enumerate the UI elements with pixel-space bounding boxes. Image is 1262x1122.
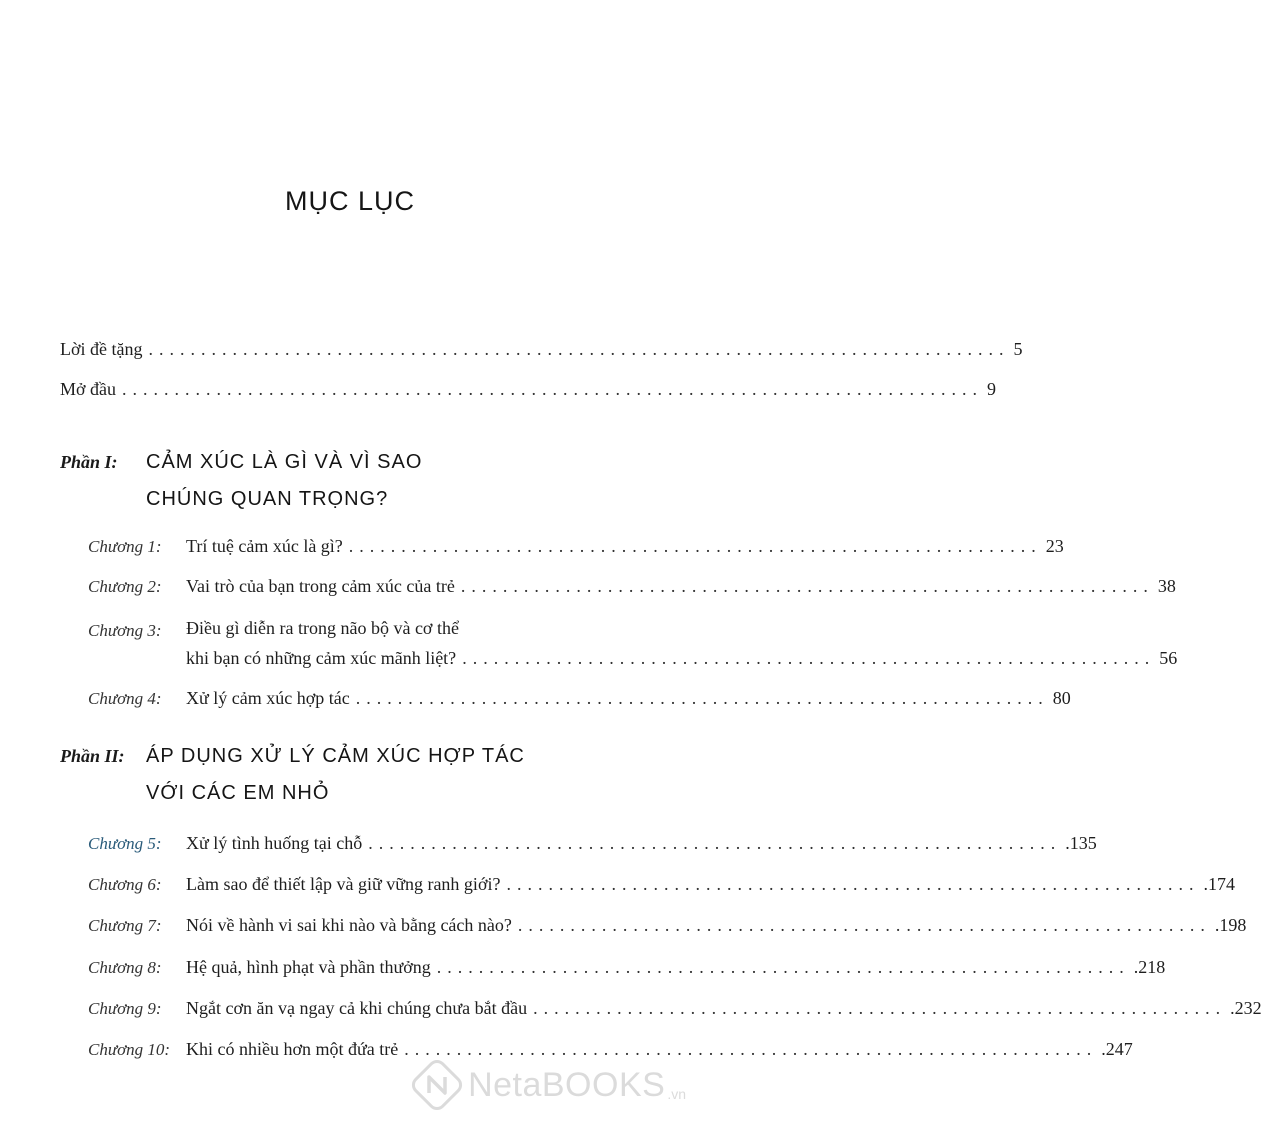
toc-entry-chapter-1[interactable] — [186, 535, 1064, 557]
chapter-1-tag: Chương 1: — [88, 537, 162, 556]
toc-entry-chapter-10[interactable] — [186, 1038, 1133, 1060]
toc-entry-page: .218 — [1133, 957, 1166, 977]
toc-entry-label: Lời đề tặng — [60, 339, 143, 359]
toc-entry-page: 5 — [1013, 339, 1023, 359]
watermark — [414, 1062, 686, 1108]
leader-dots: .................................................................. — [506, 874, 1200, 894]
leader-dots: .................................................................. — [462, 648, 1156, 668]
toc-entry-label: Khi có nhiều hơn một đứa trẻ — [186, 1039, 399, 1059]
netabooks-logo-icon — [414, 1062, 460, 1108]
page-title: MỤC LỤC — [284, 186, 415, 216]
toc-entry-chapter-7[interactable] — [186, 914, 1247, 936]
toc-entry-page: 9 — [987, 379, 997, 399]
toc-entry-page: 56 — [1159, 648, 1178, 668]
toc-entry-label: Mở đầu — [60, 379, 117, 399]
leader-dots: .................................................................. — [404, 1039, 1098, 1059]
toc-entry-chapter-3-line-1[interactable]: Điều gì diễn ra trong não bộ và cơ thể — [186, 618, 459, 638]
chapter-10-tag: Chương 10: — [88, 1040, 171, 1059]
part-2-title-line-2: VỚI CÁC EM NHỎ — [146, 782, 330, 804]
toc-entry-label: Xử lý tình huống tại chỗ — [186, 833, 363, 853]
toc-entry-page: 38 — [1157, 576, 1176, 596]
part-1-title-line-2: CHÚNG QUAN TRỌNG? — [146, 488, 389, 510]
part-1-title-line-1: CẢM XÚC LÀ GÌ VÀ VÌ SAO — [146, 451, 423, 473]
toc-entry-page: 23 — [1045, 536, 1064, 556]
toc-entry-label: Trí tuệ cảm xúc là gì? — [186, 536, 343, 556]
chapter-4-tag: Chương 4: — [88, 689, 162, 708]
toc-entry-label: khi bạn có những cảm xúc mãnh liệt? — [186, 648, 457, 668]
leader-dots: .................................................................. — [355, 688, 1049, 708]
toc-entry-introduction[interactable] — [60, 378, 997, 400]
toc-entry-page: 80 — [1052, 688, 1071, 708]
toc-entry-chapter-5[interactable] — [186, 832, 1097, 854]
toc-entry-page: .232 — [1230, 998, 1262, 1018]
toc-entry-label: Vai trò của bạn trong cảm xúc của trẻ — [186, 576, 455, 596]
toc-entry-chapter-2[interactable] — [186, 575, 1176, 597]
toc-entry-label: Nói về hành vi sai khi nào và bằng cách nào? — [186, 915, 512, 935]
toc-entry-chapter-4[interactable] — [186, 687, 1071, 709]
chapter-5-tag: Chương 5: — [88, 834, 162, 853]
toc-entry-label: Ngắt cơn ăn vạ ngay cả khi chúng chưa bắt đầu — [186, 998, 528, 1018]
leader-dots: .................................................................................. — [122, 379, 984, 399]
leader-dots: .................................................................. — [368, 833, 1062, 853]
leader-dots: .................................................................. — [436, 957, 1130, 977]
part-2-tag: Phần II: — [60, 746, 125, 766]
part-1-tag: Phần I: — [60, 452, 118, 472]
chapter-9-tag: Chương 9: — [88, 999, 162, 1018]
toc-entry-chapter-3[interactable] — [186, 647, 1178, 669]
leader-dots: .................................................................. — [533, 998, 1227, 1018]
leader-dots: .................................................................................. — [148, 339, 1010, 359]
leader-dots: .................................................................. — [348, 536, 1042, 556]
toc-entry-page: .174 — [1203, 874, 1235, 894]
toc-entry-label: Hệ quả, hình phạt và phần thưởng — [186, 957, 431, 977]
chapter-8-tag: Chương 8: — [88, 958, 162, 977]
watermark-tld: .vn — [667, 1086, 686, 1102]
chapter-7-tag: Chương 7: — [88, 916, 162, 935]
chapter-6-tag: Chương 6: — [88, 875, 162, 894]
toc-entry-page: .135 — [1065, 833, 1097, 853]
toc-entry-page: .198 — [1214, 915, 1247, 935]
leader-dots: .................................................................. — [460, 576, 1154, 596]
toc-entry-label: Xử lý cảm xúc hợp tác — [186, 688, 350, 708]
chapter-2-tag: Chương 2: — [88, 577, 162, 596]
toc-entry-page: .247 — [1101, 1039, 1133, 1059]
toc-entry-dedication[interactable] — [60, 338, 1023, 360]
watermark-brand: NetaBOOKS — [468, 1065, 666, 1104]
toc-entry-chapter-6[interactable] — [186, 873, 1235, 895]
leader-dots: .................................................................. — [517, 915, 1211, 935]
toc-entry-label: Làm sao để thiết lập và giữ vững ranh giới? — [186, 874, 501, 894]
chapter-3-tag: Chương 3: — [88, 621, 162, 640]
part-2-title-line-1: ÁP DỤNG XỬ LÝ CẢM XÚC HỢP TÁC — [146, 745, 525, 767]
toc-entry-chapter-9[interactable] — [186, 997, 1262, 1019]
toc-entry-chapter-8[interactable] — [186, 956, 1166, 978]
